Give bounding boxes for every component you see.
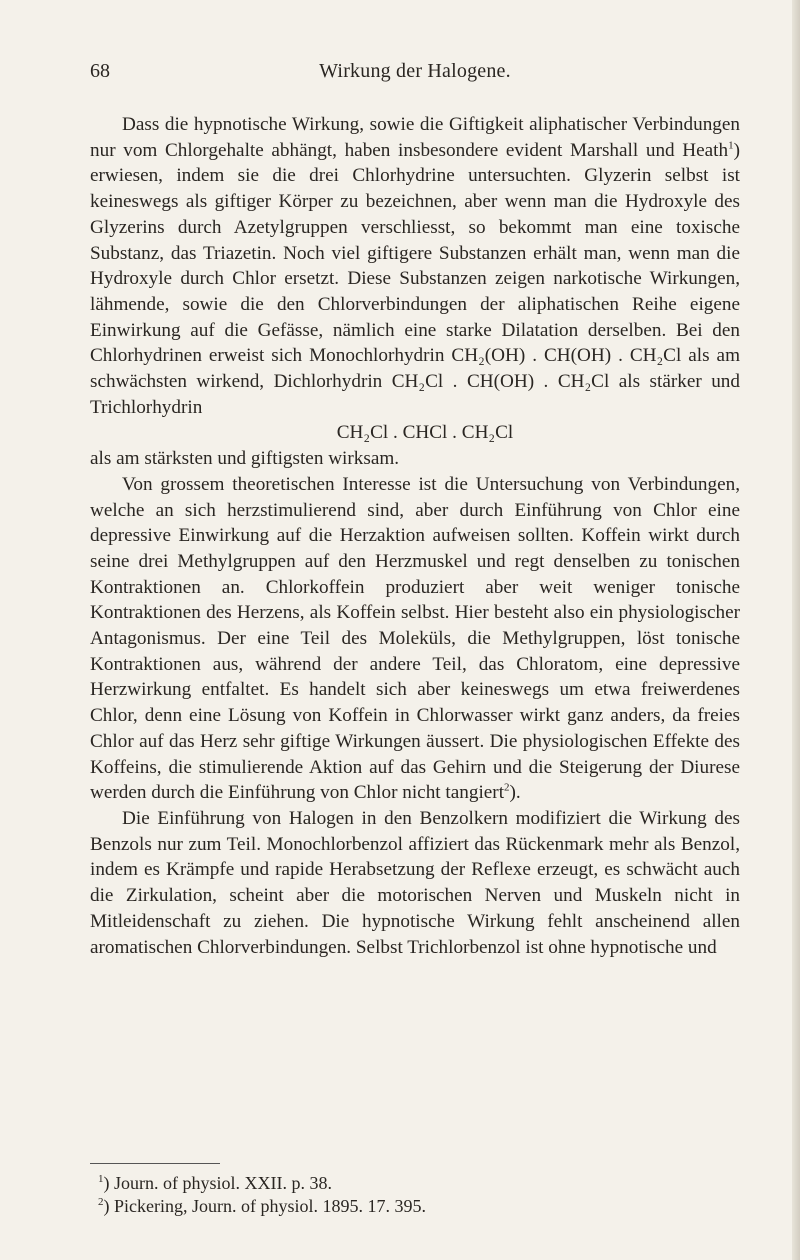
paragraph-2 <box>90 472 740 806</box>
footnote-1-mark: 1 <box>98 1173 104 1185</box>
footnote-2-mark: 2 <box>98 1196 104 1208</box>
paragraph-1-part-b: ) erwiesen, indem sie die drei Chlorhydrine untersuchten. Glyzerin selbst ist keineswegs als giftiger Körper zu bezeichnen, aber wenn man die Hydroxyle des Glyzerins durch Azetylgruppen verschliesst, so bekommt man eine toxische Substanz, das Triazetin. Noch viel giftigere Substanzen erhält man, wenn man die Hydroxyle durch Chlor ersetzt. Diese Substanzen zeigen narkotische Wirkungen, lähmende, sowie die den Chlorverbindungen der aliphatischen Reihe eigene Einwirkung auf die Gefässe, nämlich eine starke Dilatation derselben. Bei den Chlorhydrinen erweist sich Monochlorhydrin CH₂(OH) . CH(OH) . CH₂Cl als am schwächsten wirkend, Dichlorhydrin CH₂Cl . CH(OH) . CH₂Cl als stärker und Trichlorhydrin <box>90 139 740 418</box>
footnote-2-text: ) Pickering, Journ. of physiol. 1895. 17. 395. <box>103 1196 426 1216</box>
paragraph-3: Die Einführung von Halogen in den Benzolkern modifiziert die Wirkung des Benzols nur zum Teil. Monochlorbenzol affiziert das Rückenmark mehr als Benzol, indem es Krämpfe und rapide Herabsetzung der Reflexe erzeugt, es schwächt auch die Zirkulation, scheint aber die motorischen Nerven und Muskeln nicht in Mitleidenschaft zu ziehen. Die hypnotische Wirkung fehlt anscheinend allen aromatischen Chlorverbindungen. Selbst Trichlorbenzol ist ohne hypnotische und <box>90 807 740 958</box>
footnotes <box>90 1172 740 1218</box>
body-text <box>90 112 740 960</box>
page-number: 68 <box>90 60 110 82</box>
paragraph-2-part-b: ). <box>509 782 521 804</box>
footnote-1 <box>90 1172 740 1195</box>
running-title: Wirkung der Halogene. <box>319 60 511 82</box>
page-header <box>90 60 740 88</box>
paragraph-1-continuation: als am stärksten und giftigsten wirksam. <box>90 448 400 470</box>
footnote-divider <box>90 1163 220 1164</box>
page-edge-shadow <box>792 0 800 1260</box>
footnote-ref-2: 2 <box>504 781 510 794</box>
paragraph-2-part-a: Von grossem theoretischen Interesse ist die Untersuchung von Verbindungen, welche an sich herzstimulierend sind, aber durch Einführung von Chlor eine depressive Einwirkung auf die Herzaktion aufweisen sollten. Koffein wirkt durch seine drei Methylgruppen auf den Herzmuskel und regt denselben zu tonischen Kontraktionen an. Chlorkoffein produziert aber weit weniger tonische Kontraktionen des Herzens, als Koffein selbst. Hier besteht also ein physiologischer Antagonismus. Der eine Teil des Moleküls, die Methylgruppen, löst tonische Kontraktionen aus, während der andere Teil, das Chloratom, eine depressive Herzwirkung entfaltet. Es handelt sich aber keineswegs um etwa freiwerdenes Chlor, denn eine Lösung von Koffein in Chlorwasser wirkt ganz anders, da freies Chlor auf das Herz sehr giftige Wirkungen äussert. Die physiologischen Effekte des Koffeins, die stimulierende Aktion auf das Gehirn und die Steigerung der Diurese werden durch die Einführung von Chlor nicht tangiert <box>90 473 740 804</box>
footnote-ref-1: 1 <box>728 139 734 152</box>
paragraph-1-part-a: Dass die hypnotische Wirkung, sowie die Giftigkeit aliphatischer Verbindungen nur vom Chlorgehalte abhängt, haben insbesondere evident Marshall und Heath <box>90 114 740 161</box>
paragraph-1 <box>90 112 740 446</box>
footnote-1-text: ) Journ. of physiol. XXII. p. 38. <box>103 1173 332 1193</box>
footnote-2 <box>90 1195 740 1218</box>
formula-trichlorhydrin: CH₂Cl . CHCl . CH₂Cl <box>336 422 514 444</box>
